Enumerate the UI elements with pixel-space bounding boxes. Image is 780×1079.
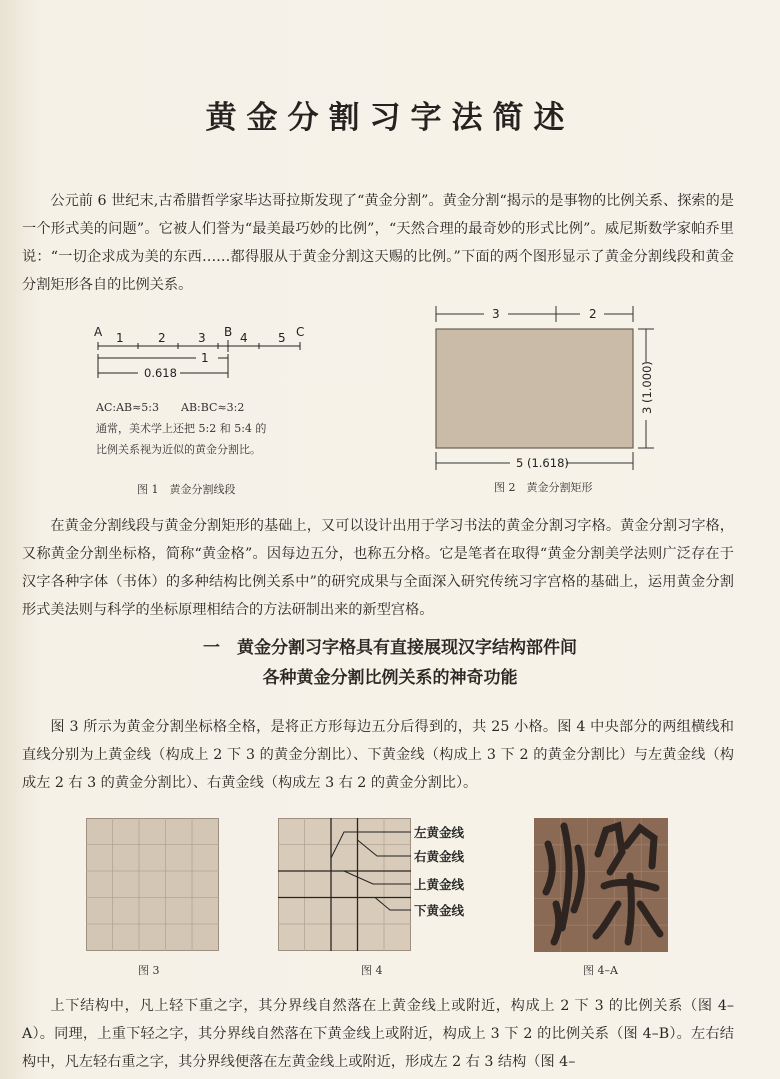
lower-golden-line-label: 下黄金线 — [414, 903, 465, 918]
upper-golden-line-label: 上黄金线 — [414, 877, 465, 892]
segment-label-2: 2 — [158, 331, 166, 345]
point-c-label: C — [296, 325, 305, 339]
segment-label-4: 4 — [240, 331, 248, 345]
page-title: 黄金分割习字法简述 — [205, 100, 575, 136]
full-golden-grid — [86, 818, 220, 952]
unit-label: 1 — [201, 351, 209, 365]
grid-intro-paragraph: 在黄金分割线段与黄金分割矩形的基础上，又可以设计出用于学习书法的黄金分割习字格。黄金分割习字格，又称黄金分割坐标格，简称“黄金格”。因每边五分，也称五分格。它是笔者在取得“黄金分割美学法则广泛存在于汉字各种字体（书体）的多种结构比例关系中”的研究成果与全面深入研究传统习字宫格的基础上，运用黄金分割形式美法则与科学的坐标原理相结合的方法研制出来的新型宫格。 — [22, 518, 734, 618]
golden-rectangle-figure — [428, 302, 668, 480]
section-heading-line1: 一 黄金分割习字格具有直接展现汉字结构部件间 — [203, 638, 577, 658]
fig4-caption: 图 4 — [361, 964, 383, 977]
rect-top-left-label: 3 — [492, 307, 500, 321]
structure-paragraph: 上下结构中，凡上轻下重之字，其分界线自然落在上黄金线上或附近，构成上 2 下 3 的比例关系（图 4–A）。同理，上重下轻之字，其分界线自然落在下黄金线上或附近，构成上 3 下 2 的比例关系（图 4–B）。左右结构中，凡左轻右重之字，其分界线便落在左黄金线上或附近，形成左 2 右 3 结构（图 4– — [22, 998, 734, 1070]
segment-label-3: 3 — [198, 331, 206, 345]
segment-label-5: 5 — [278, 331, 286, 345]
fig4a-caption: 图 4–A — [583, 964, 618, 977]
rect-top-right-label: 2 — [589, 307, 597, 321]
point-a-label: A — [94, 325, 103, 339]
right-golden-line-label: 右黄金线 — [414, 849, 465, 864]
point-b-label: B — [224, 325, 233, 339]
rect-bottom-label: 5 (1.618) — [516, 456, 569, 470]
fig2-caption: 图 2 黄金分割矩形 — [494, 481, 593, 494]
fig3-caption: 图 3 — [138, 964, 160, 977]
fig1-note-line1: 通常，美术学上还把 5:2 和 5:4 的 — [96, 422, 267, 435]
ratio-formula: AC:AB≈5:3 AB:BC≈3:2 — [96, 401, 245, 414]
ratio-label: 0.618 — [144, 366, 177, 380]
left-golden-line-label: 左黄金线 — [414, 825, 465, 840]
intro-paragraph: 公元前 6 世纪末,古希腊哲学家毕达哥拉斯发现了“黄金分割”。黄金分割“揭示的是事物的比例关系、探索的是一个形式美的问题”。它被人们誉为“最美最巧妙的比例”，“天然合理的最奇妙的形式比例”。威尼斯数学家帕乔里说：“一切企求成为美的东西……都得服从于黄金分割这天赐的比例。”下面的两个图形显示了黄金分割线段和黄金分割矩形各自的比例关系。 — [22, 193, 734, 293]
rect-side-label: 3 (1.000) — [640, 361, 654, 414]
segment-label-1: 1 — [116, 331, 124, 345]
golden-segment-figure — [88, 320, 328, 382]
fig1-caption: 图 1 黄金分割线段 — [137, 483, 236, 496]
seal-script-example — [534, 818, 668, 952]
section-heading-line2: 各种黄金分割比例关系的神奇功能 — [262, 668, 518, 688]
golden-rectangle — [436, 329, 633, 448]
fig1-note-line2: 比例关系视为近似的黄金分割比。 — [96, 443, 261, 456]
figure-description-paragraph: 图 3 所示为黄金分割坐标格全格，是将正方形每边五分后得到的，共 25 小格。图 4 中央部分的两组横线和直线分别为上黄金线（构成上 2 下 3 的黄金分割比）、下黄金线（构成上 3 下 2 的黄金分割比）与左黄金线（构成左 2 右 3 的黄金分割比）、右黄金线（构成左 3 右 2 的黄金分割比）。 — [22, 719, 734, 791]
